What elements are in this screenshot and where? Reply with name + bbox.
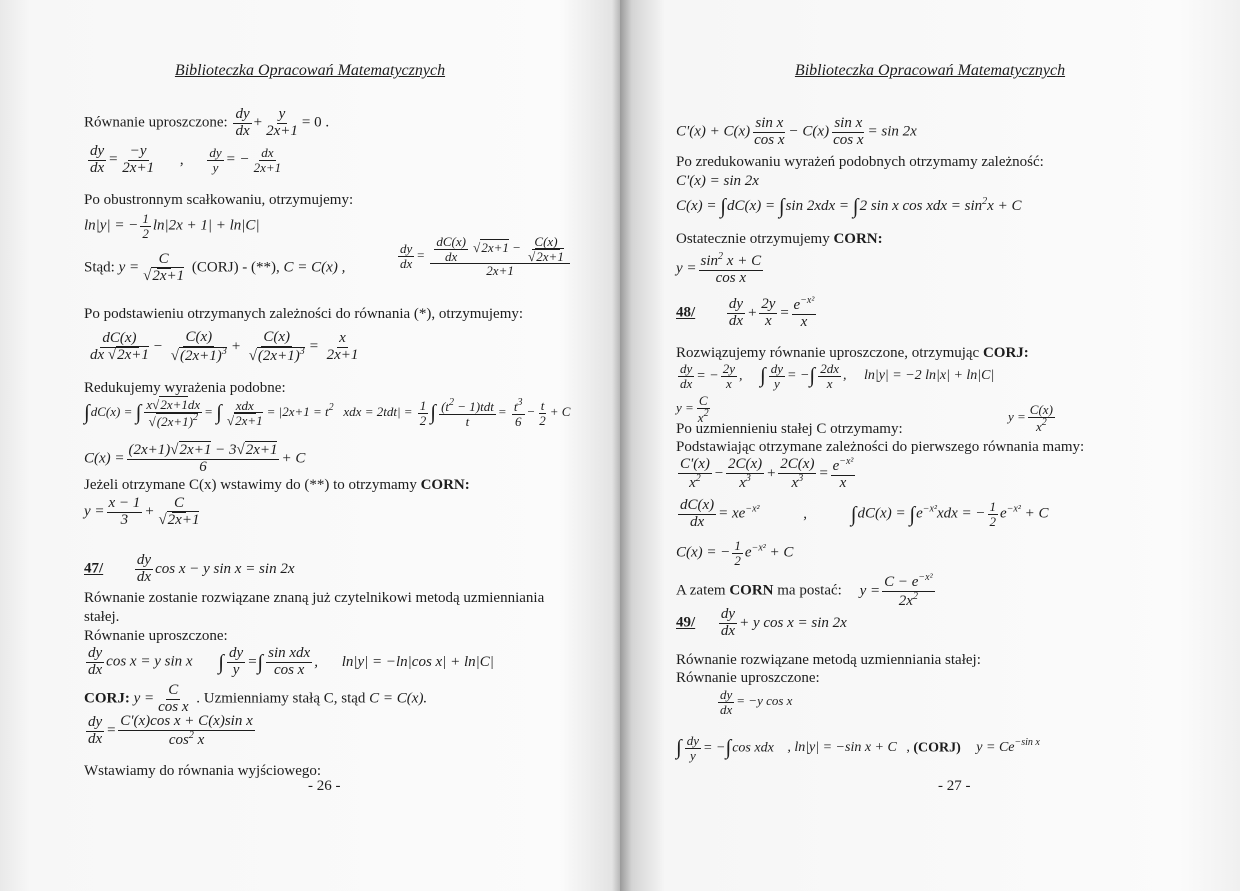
reduce-text: Redukujemy wyrażenia podobne: <box>84 380 286 396</box>
solving-text-line <box>676 345 1029 362</box>
corj-paren: (CORJ) <box>913 740 961 756</box>
corj-mark: (CORJ) - (**), <box>191 259 280 276</box>
insert-original-text: Wstawiamy do równania wyjściowego: <box>84 763 322 779</box>
solving-text: Rozwiązujemy równanie uproszczone, otrzymując <box>676 345 980 361</box>
cx-48: C(x) = − $\frac{1}{2}$ $e^{-x^2} + C$ <box>676 538 794 568</box>
stad-label: Stąd: <box>84 259 115 276</box>
derivative-47: $\frac{dy}{dx}$ = $\frac{\text{C'(x)cos x + C(x)sin x}}{\cos^2 x}$ <box>88 713 253 748</box>
cx-result: C(x) = $\frac{(2x+1)√2x+1 - 3√2x+1}{6}$ + C <box>84 442 306 475</box>
vary-text: . Uzmienniamy stałą C, stąd <box>196 690 366 707</box>
reduced-label: Równanie uproszczone: <box>84 114 228 131</box>
substituting-text: Podstawiając otrzymane zależności do pierwszego równania mamy: <box>676 439 1085 455</box>
final-text-line <box>676 231 883 248</box>
right-page-header: Biblioteczka Opracowań Matematycznych <box>794 62 1066 79</box>
corj-48-solution: y = $\frac{C}{x^2}$ <box>676 393 709 425</box>
y-of-cx: y = $\frac{C(x)}{x^2}$ <box>1008 402 1053 434</box>
corn-47-solution: y = $\frac{\sin^2 x + C}{\text{cos x}}$ <box>676 251 762 286</box>
insert-text: Jeżeli otrzymane C(x) wstawimy do (**) to otrzymamy CORN: <box>84 477 470 493</box>
reduced-equation-47: $\frac{dy}{dx}$ cos x = y sin x ∫ $\frac{dy}{y}$ =∫ $\frac{\text{sin xdx}}{\text{cos x}}$ , ln|y| = −ln|cos x| + ln|C| <box>88 645 494 678</box>
reduce-text-right: Po zredukowaniu wyrażeń podobnych otrzymamy zależność: <box>676 154 1044 170</box>
vary-text-right: Po uzmiennieniu stałej C otrzymamy: <box>676 421 903 437</box>
problem-47-number: 47/ <box>84 560 104 577</box>
corj-label-right: CORJ: <box>982 345 1029 361</box>
corn-label-48: CORN <box>729 582 774 599</box>
cx-integral: C(x) = ∫dC(x) = ∫sin 2xdx = ∫2 sin x cos xdx = $\sin^2x + C$ <box>676 194 1022 218</box>
corj-49-line: ∫ $\frac{dy}{y}$ = −∫cos xdx , ln|y| = −sin x + C , (CORJ) $y = Ce^{-sin x}$ <box>676 733 1040 763</box>
right-page-number: - 27 - <box>938 778 971 794</box>
reduced-label-right: Równanie uproszczone: <box>676 670 820 686</box>
derivative-formula: $\frac{dy}{dx}$ = $\frac{dC(x)}{dx}$ √2x+1 − $\frac{C(x)}{√2x+1}$ 2x+1 <box>396 235 572 278</box>
left-page-number: - 26 - <box>308 778 341 794</box>
substituted-equation-47: C'(x) + C(x) $\frac{\text{sin x}}{\text{cos x}}$ − C(x) $\frac{\text{sin x}}{\text{cos x}}$ = sin 2x <box>676 115 917 148</box>
cprime-equation: C'(x) = sin 2x <box>676 173 759 189</box>
final-text: Ostatecznie otrzymujemy <box>676 231 830 247</box>
corn-label-right: CORN: <box>833 231 883 247</box>
reduced-equation-line: Równanie uproszczone: $\frac{dy}{dx}$ + $\frac{y}{2x+1}$ = 0 . <box>84 106 330 139</box>
problem-49-line: 49/ $\frac{dy}{dx}$ + y cos x = sin 2x <box>676 606 847 639</box>
log-equation: ln|y| = − $\frac{1}{2}$ ln|2x + 1| + ln|C| <box>84 211 260 241</box>
corj-label: CORJ: <box>84 690 130 707</box>
problem-48-number: 48/ <box>676 304 696 321</box>
method-text-right: Równanie rozwiązane metodą uzmienniania stałej: <box>676 652 981 668</box>
problem-47-line: 47/ $\frac{dy}{dx}$ cos x − y sin x = sin 2x <box>84 552 295 585</box>
separated-equation: $\frac{dy}{dx}$ = $\frac{-y}{2x+1}$ , $\frac{dy}{y}$ = − $\frac{dx}{2x+1}$ <box>90 143 282 176</box>
corn-solution: y = $\frac{x - 1}{3}$ + $\frac{C}{√2x+1}$ <box>84 495 200 528</box>
corj-line: Stąd: y = $\frac{C}{√2x+1}$ (CORJ) - (**), C = C(x) , <box>84 251 346 284</box>
thus-line: A zatem CORN ma postać: y = $\frac{C - e^{-x^2}}{2x^2}$ <box>676 572 933 609</box>
corj-47-line: CORJ: y = $\frac{C}{\text{cos x}}$ . Uzmienniamy stałą C, stąd C = C(x). <box>84 682 428 715</box>
c-of-x: C = C(x). <box>369 690 428 707</box>
reduced-equation-49: $\frac{dy}{dx}$ = −y cos x <box>720 687 793 717</box>
integrate-text: Po obustronnym scałkowaniu, otrzymujemy: <box>84 192 354 208</box>
form-text: ma postać: <box>777 582 842 599</box>
problem-48-line: 48/ $\frac{dy}{dx}$ + $\frac{2y}{x}$ = $\frac{e^{-x^2}}{x}$ <box>676 295 815 330</box>
method-line-1: Równanie zostanie rozwiązane znaną już czytelnikowi metodą uzmienniania <box>84 590 545 606</box>
separated-48: $\frac{dy}{dx}$ = − $\frac{2y}{x}$ , ∫ $\frac{dy}{y}$ = −∫ $\frac{2dx}{x}$ , ln|y| = −2 ln|x| + ln|C| <box>680 361 995 391</box>
c-const: C = C(x) , <box>283 259 346 276</box>
substituted-equation-48: $\frac{C'(x)}{x^2}$ − $\frac{2C(x)}{x^3}$ + $\frac{2C(x)}{x^3}$ = $\frac{e^{-x^2}}{x}$ <box>680 456 854 491</box>
method-line-2: stałej. <box>84 609 120 625</box>
reduced-label-2: Równanie uproszczone: <box>84 628 228 644</box>
corn-label: CORN: <box>420 477 470 493</box>
thus-text: A zatem <box>676 582 726 599</box>
problem-49-number: 49/ <box>676 614 696 631</box>
right-page <box>620 0 1240 891</box>
integral-computation: ∫dC(x) = ∫ $\frac{x√2x+1dx}{√(2x+1)^2}$ = ∫ $\frac{\text{xdx}}{√2x+1}$ = $|2x+1 = t^2$ xdx = 2tdt| = $\frac{1}{2}$ ∫ $\frac{(t^2 - 1)tdt}{t}$ = $\frac{t^3}{6}$ − $\frac{t}{2}$ + C <box>84 397 571 429</box>
substituted-equation: $\frac{dC(x)}{dx √2x+1}$ − $\frac{C(x)}{√(2x+1)^3}$ + $\frac{C(x)}{√(2x+1)^3}$ = $\frac{x}{2x+1}$ <box>90 329 359 364</box>
left-page-header: Biblioteczka Opracowań Matematycznych <box>174 62 446 79</box>
substitution-text: Po podstawieniu otrzymanych zależności do równania (*), otrzymujemy: <box>84 306 524 322</box>
dcx-48: $\frac{dC(x)}{dx}$ = $xe^{-x^2}$ , $\int dC(x) = \int e^{-x^2}xdx$ = − $\frac{1}{2}$ $e^{-x^2} + C$ <box>680 497 1049 530</box>
